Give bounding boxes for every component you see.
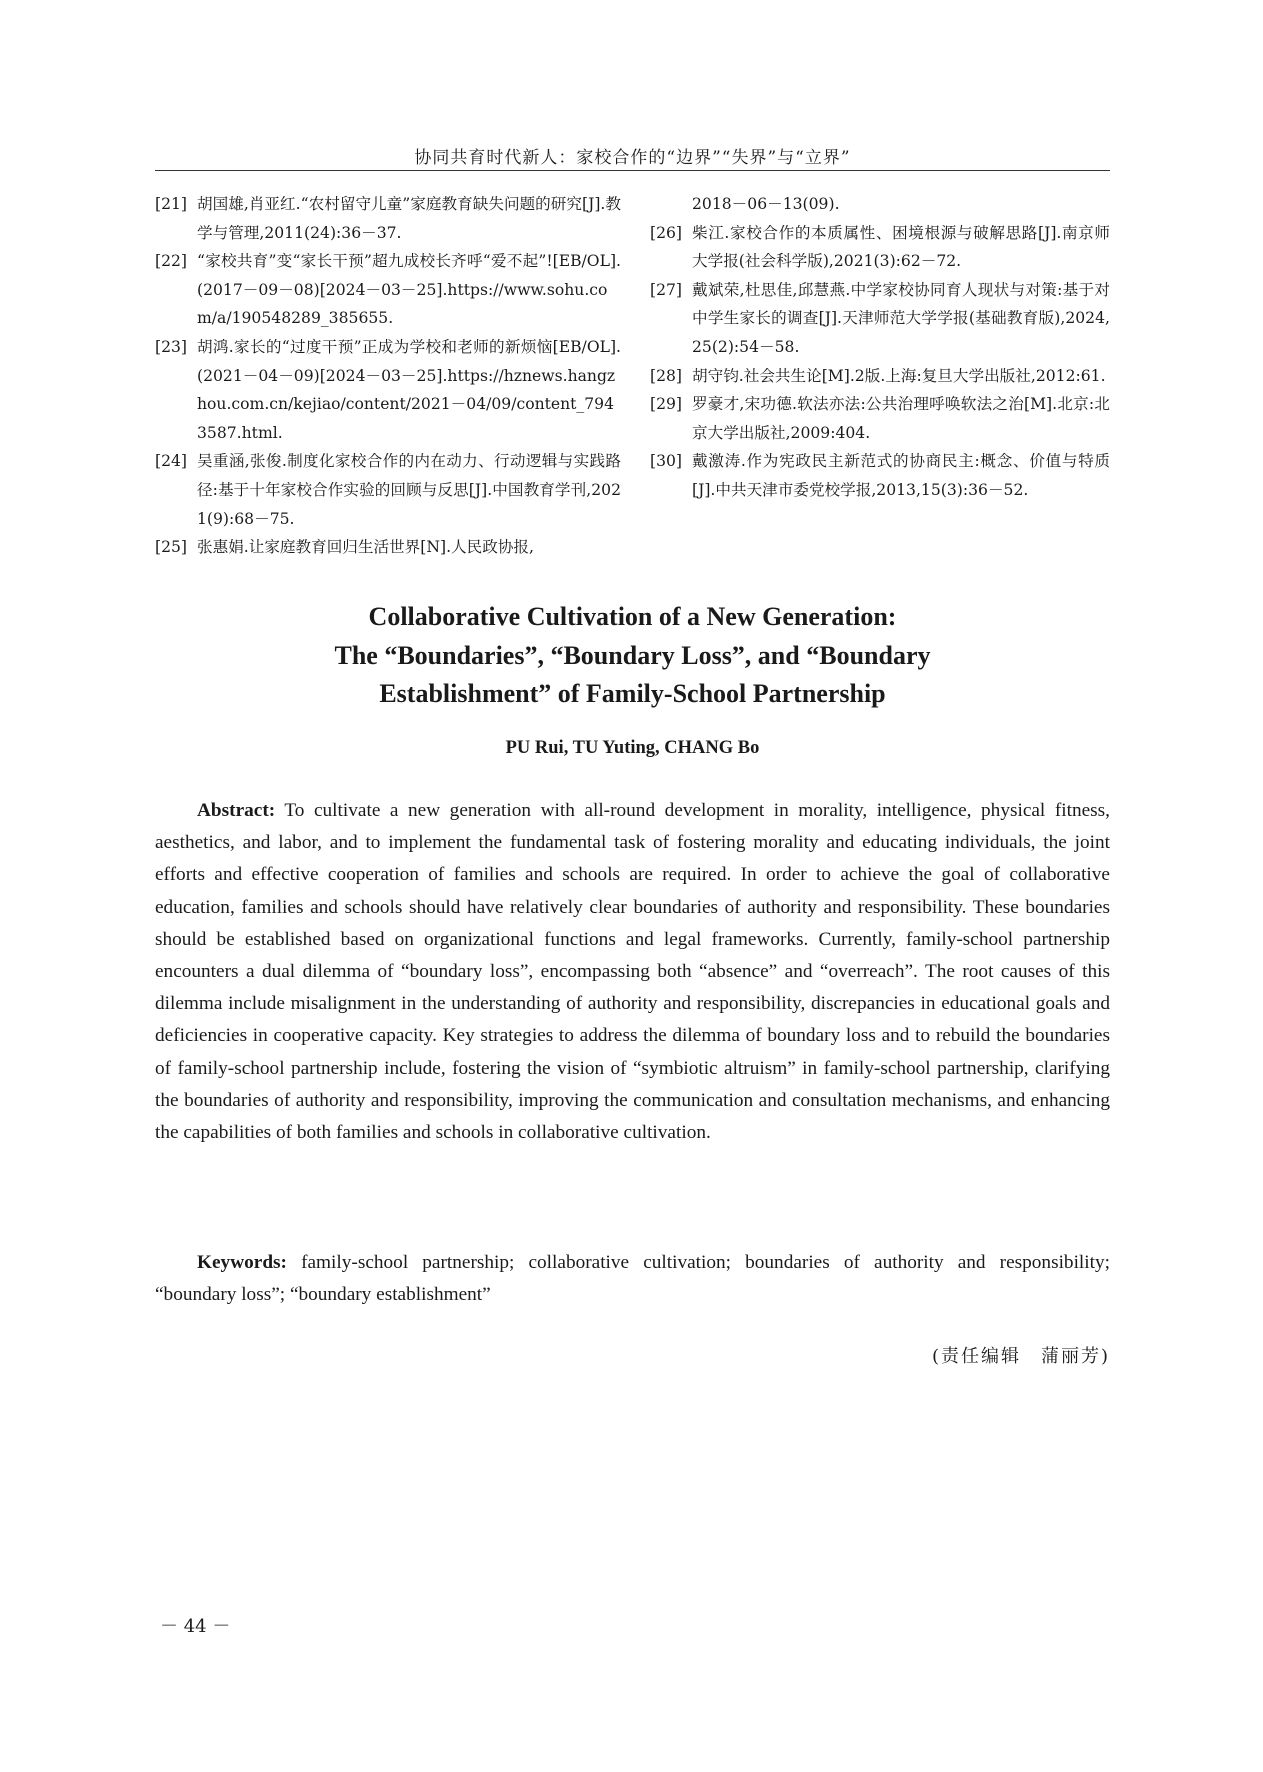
reference-item <box>155 447 621 533</box>
reference-item <box>650 447 1110 504</box>
reference-item <box>155 533 621 562</box>
reference-text: 柴江.家校合作的本质属性、困境根源与破解思路[J].南京师大学报(社会科学版),2021(3):62－72. <box>692 223 1110 271</box>
reference-text: 张惠娟.让家庭教育回归生活世界[N].人民政协报, <box>197 538 534 557</box>
reference-item <box>155 247 621 333</box>
reference-number: [28] <box>650 366 683 385</box>
editor-note: (责任编辑 蒲丽芳) <box>931 1346 1110 1367</box>
reference-number: [25] <box>155 538 188 557</box>
abstract-label: Abstract: <box>197 800 276 821</box>
reference-item <box>650 390 1110 447</box>
abstract <box>155 795 1110 1149</box>
reference-number: [26] <box>650 223 683 242</box>
reference-text: 胡国雄,肖亚红.“农村留守儿童”家庭教育缺失问题的研究[J].教学与管理,2011(24):36－37. <box>197 195 621 242</box>
reference-text: 吴重涵,张俊.制度化家校合作的内在动力、行动逻辑与实践路径:基于十年家校合作实验的回顾与反思[J].中国教育学刊,2021(9):68－75. <box>197 452 621 528</box>
reference-number: [21] <box>155 195 188 213</box>
references-left-column <box>155 190 621 562</box>
references-right-column <box>650 190 1110 505</box>
reference-text: 戴斌荣,杜思佳,邱慧燕.中学家校协同育人现状与对策:基于对中学生家长的调查[J].天津师范大学学报(基础教育版),2024,25(2):54－58. <box>692 280 1110 356</box>
reference-item <box>155 333 621 447</box>
keywords-label: Keywords: <box>197 1252 287 1273</box>
title-line: Establishment” of Family-School Partnership <box>379 679 886 708</box>
reference-number: [27] <box>650 280 683 299</box>
page-number: － 44 － <box>160 1616 231 1637</box>
reference-item <box>650 362 1110 391</box>
reference-text: 胡鸿.家长的“过度干预”正成为学校和老师的新烦恼[EB/OL].(2021－04－09)[2024－03－25].https://hznews.hangzhou.com.cn/kejiao/content/2021－04/09/content_7943587.html. <box>197 337 621 442</box>
title-line: Collaborative Cultivation of a New Generation: <box>368 602 897 631</box>
reference-item <box>155 190 621 247</box>
reference-number: [22] <box>155 252 188 271</box>
reference-number: [30] <box>650 452 683 471</box>
reference-number: [24] <box>155 452 188 471</box>
title-line: The “Boundaries”, “Boundary Loss”, and “Boundary <box>334 640 931 670</box>
abstract-text: To cultivate a new generation with all-round development in morality, intelligence, physical fitness, aesthetics, and labor, and to implement the fundamental task of fostering morality and educating individuals, the joint efforts and effective cooperation of families and schools are required. In order to achieve the goal of collaborative education, families and schools should have relatively clear boundaries of authority and responsibility. These boundaries should be established based on organizational functions and legal frameworks. Currently, family-school partnership encounters a dual dilemma of “boundary loss”, encompassing both “absence” and “overreach”. The root causes of this dilemma include misalignment in the understanding of authority and responsibility, discrepancies in educational goals and deficiencies in cooperative capacity. Key strategies to address the dilemma of boundary loss and to rebuild the boundaries of family-school partnership include, fostering the vision of “symbiotic altruism” in family-school partnership, clarifying the boundaries of authority and responsibility, improving the communication and consultation mechanisms, and enhancing the capabilities of both families and schools in collaborative cultivation. <box>155 800 1110 1144</box>
reference-item <box>650 219 1110 276</box>
reference-text: 罗豪才,宋功德.软法亦法:公共治理呼唤软法之治[M].北京:北京大学出版社,2009:404. <box>692 395 1110 442</box>
reference-text: “家校共育”变“家长干预”超九成校长齐呼“爱不起”![EB/OL].(2017－09－08)[2024－03－25].https://www.sohu.com/a/190548289_385655. <box>197 252 621 328</box>
authors: PU Rui, TU Yuting, CHANG Bo <box>505 738 760 758</box>
reference-number: [23] <box>155 337 188 356</box>
reference-continuation: 2018－06－13(09). <box>692 195 840 213</box>
reference-text: 胡守钧.社会共生论[M].2版.上海:复旦大学出版社,2012:61. <box>692 366 1106 385</box>
reference-number: [29] <box>650 395 683 414</box>
header-rule <box>155 170 1110 171</box>
running-header: 协同共育时代新人：家校合作的“边界”“失界”与“立界” <box>414 148 851 168</box>
english-title <box>155 598 1110 714</box>
keywords-text: family-school partnership; collaborative cultivation; boundaries of authority and responsibility; “boundary loss”; “boundary establishment” <box>155 1252 1110 1306</box>
reference-text: 戴激涛.作为宪政民主新范式的协商民主:概念、价值与特质[J].中共天津市委党校学报,2013,15(3):36－52. <box>692 452 1110 499</box>
keywords <box>155 1247 1110 1311</box>
reference-item <box>650 276 1110 362</box>
